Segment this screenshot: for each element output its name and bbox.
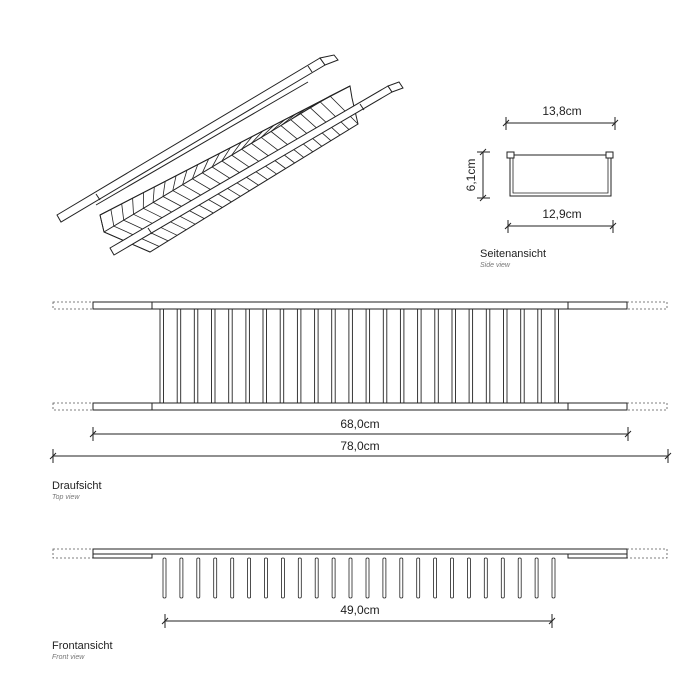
front-wire — [484, 558, 487, 598]
front-wire — [214, 558, 217, 598]
front-wire — [451, 558, 454, 598]
front-wire — [163, 558, 166, 598]
side-view-title: Seitenansicht — [480, 248, 547, 260]
top-wire — [383, 309, 387, 403]
side-bottom-width-label: 12,9cm — [542, 207, 582, 221]
front-wire — [535, 558, 538, 598]
top-inner-length-label: 68,0cm — [340, 417, 380, 431]
top-wire — [452, 309, 456, 403]
top-view-title: Draufsicht — [52, 480, 102, 492]
top-wire — [297, 309, 301, 403]
top-wire — [435, 309, 439, 403]
top-wire — [212, 309, 216, 403]
top-wire — [246, 309, 250, 403]
front-view — [52, 549, 667, 661]
top-wire — [315, 309, 319, 403]
top-wire — [332, 309, 336, 403]
front-view-wires — [163, 558, 555, 598]
top-wire — [469, 309, 473, 403]
top-wire — [504, 309, 508, 403]
front-wire — [366, 558, 369, 598]
top-wire — [418, 309, 422, 403]
front-wire — [231, 558, 234, 598]
front-wire — [298, 558, 301, 598]
front-wire — [248, 558, 251, 598]
side-view — [464, 104, 618, 269]
front-wire — [332, 558, 335, 598]
front-wire — [281, 558, 284, 598]
top-wire — [263, 309, 267, 403]
front-wire — [383, 558, 386, 598]
front-wire — [197, 558, 200, 598]
front-basket-length-label: 49,0cm — [340, 603, 380, 617]
front-wire — [434, 558, 437, 598]
top-wire — [521, 309, 525, 403]
side-top-width-label: 13,8cm — [542, 104, 582, 118]
front-wire — [349, 558, 352, 598]
top-view-wires — [160, 309, 559, 403]
top-wire — [349, 309, 353, 403]
front-wire — [180, 558, 183, 598]
top-wire — [229, 309, 233, 403]
side-height-label: 6,1cm — [464, 158, 478, 192]
front-view-title: Frontansicht — [52, 640, 113, 652]
front-wire — [417, 558, 420, 598]
top-wire — [555, 309, 559, 403]
top-wire — [366, 309, 370, 403]
top-wire — [280, 309, 284, 403]
top-outer-length-label: 78,0cm — [340, 439, 380, 453]
isometric-view — [57, 55, 403, 255]
top-view-subtitle: Top view — [52, 494, 80, 501]
front-wire — [518, 558, 521, 598]
top-wire — [194, 309, 198, 403]
front-wire — [552, 558, 555, 598]
top-wire — [177, 309, 181, 403]
front-wire — [400, 558, 403, 598]
front-wire — [501, 558, 504, 598]
top-wire — [538, 309, 542, 403]
front-wire — [467, 558, 470, 598]
side-view-subtitle: Side view — [480, 262, 510, 269]
front-view-subtitle: Front view — [52, 654, 85, 661]
front-wire — [265, 558, 268, 598]
top-wire — [400, 309, 404, 403]
top-wire — [486, 309, 490, 403]
front-wire — [315, 558, 318, 598]
top-view — [50, 302, 671, 501]
top-wire — [160, 309, 164, 403]
